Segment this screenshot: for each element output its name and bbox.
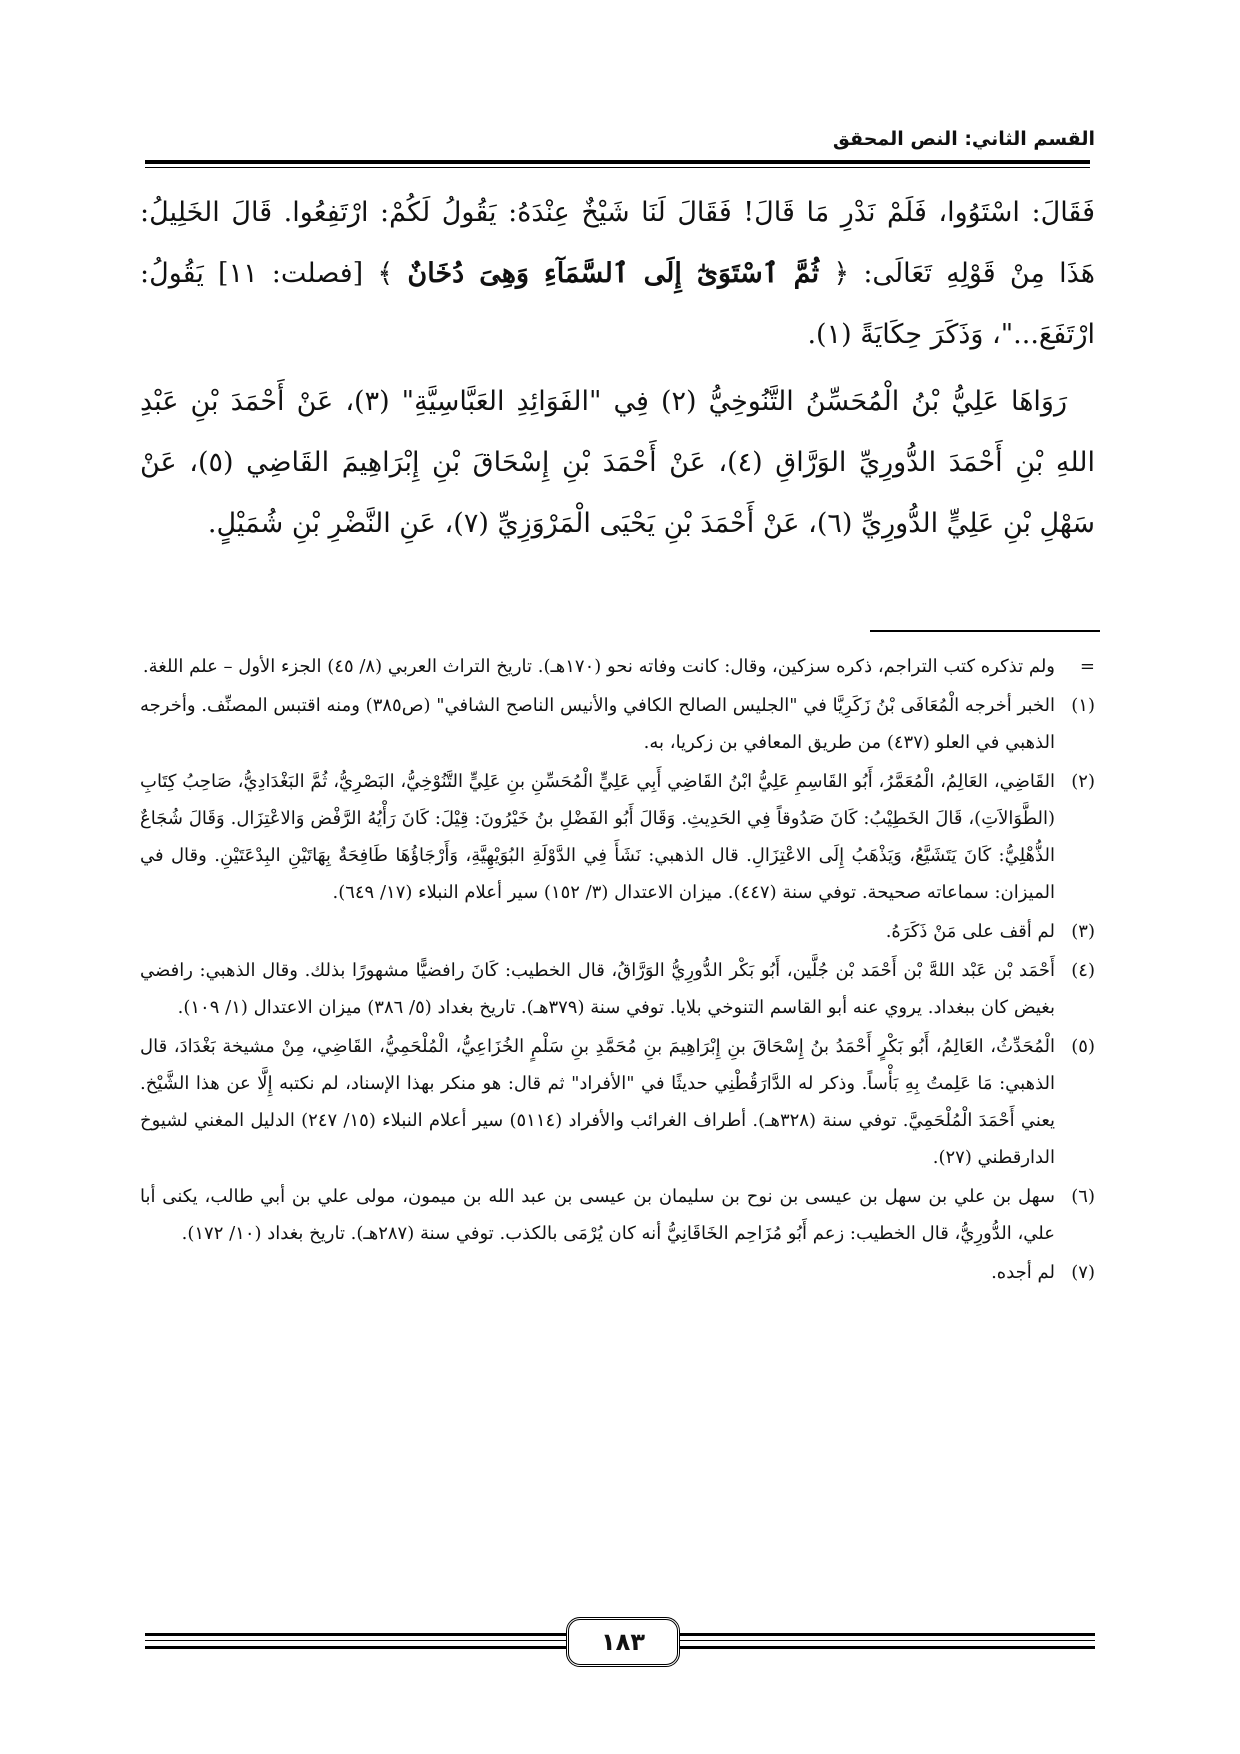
footnote-number: =	[1079, 656, 1095, 677]
paragraph-1	[140, 182, 1095, 365]
footnote-text: لم أجده.	[991, 1262, 1055, 1283]
header-rule-thin	[145, 167, 1090, 168]
footnote	[140, 1254, 1095, 1291]
footnote-text: أَحْمَد بْن عَبْد اللهَّ بْن أَحْمَد بْن جُلَّين، أَبُو بَكْر الدُّورِيُّ الوَرَّاقُ، قال الخطيب: كَانَ رافضيًّا مشهورًا بذلك. وقال الذهبي: رافضي بغيض كان ببغداد. يروي عنه أبو القاسم التنوخي بلايا. توفي سنة (٣٧٩هـ). تاريخ بغداد (٥/ ٣٨٦) ميزان الاعتدال (١/ ١٠٩).	[140, 960, 1055, 1018]
footnote-number: (١)	[1071, 695, 1095, 716]
footnote	[140, 913, 1095, 950]
footnote-text: الْمُحَدِّثُ، العَالِمُ، أَبُو بَكْرٍ أَحْمَدُ بنُ إِسْحَاقَ بنِ إِبْرَاهِيمَ بنِ مُحَمَّدِ بنِ سَلْمٍ الخُزَاعِيُّ، الْمُلْحَمِيُّ، القَاضِي، مِنْ مشيخة بَغْدَادَ، قال الذهبي: مَا عَلِمتُ بِهِ بَأْساً. وذكر له الدَّارَقُطْنِي حديثًا في "الأفراد" ثم قال: هو منكر بهذا الإسناد، لم نكتبه إِلَّا عن هذا الشَّيْخ. يعني أَحْمَدَ الْمُلْحَمِيَّ. توفي سنة (٣٢٨هـ). أطراف الغرائب والأفراد (٥١١٤) سير أعلام النبلاء (١٥/ ٢٤٧) الدليل المغني لشيوخ الدارقطني (٢٧).	[140, 1036, 1056, 1168]
footnote-text: الخبر أخرجه الْمُعَافَى بْنُ زَكَرِيَّا في "الجليس الصالح الكافي والأنيس الناصح الشافي" (ص٣٨٥) ومنه اقتبس المصنِّف. وأخرجه الذهبي في العلو (٤٣٧) من طريق المعافي بن زكريا، به.	[140, 695, 1055, 753]
paragraph-2: رَوَاهَا عَلِيُّ بْنُ الْمُحَسِّنُ التَّنُوخِيُّ (٢) فِي "الفَوَائِدِ العَبَّاسِيَّةِ" (٣)، عَنْ أَحْمَدَ بْنِ عَبْدِ اللهِ بْنِ أَحْمَدَ الدُّورِيِّ الوَرَّاقِ (٤)، عَنْ أَحْمَدَ بْنِ إِسْحَاقَ بْنِ إِبْرَاهِيمَ القَاضِي (٥)، عَنْ سَهْلِ بْنِ عَلِيٍّ الدُّورِيِّ (٦)، عَنْ أَحْمَدَ بْنِ يَحْيَى الْمَرْوَزِيِّ (٧)، عَنِ النَّضْرِ بْنِ شُمَيْلٍ.	[140, 386, 1096, 539]
footnote-number: (٣)	[1071, 921, 1095, 942]
footnote	[140, 952, 1095, 1026]
footnote-number: (٤)	[1071, 960, 1095, 981]
paragraph-1-part-1: فَقَالَ: اسْتَوُوا، فَلَمْ نَدْرِ مَا قَالَ! فَقَالَ لَنَا شَيْخٌ عِنْدَهُ: يَقُولُ لَكُمْ: ارْتَفِعُوا. قَالَ الخَلِيلُ: هَذَا مِنْ قَوْلِهِ تَعَالَى: ﴿	[140, 197, 1096, 289]
footnote	[140, 687, 1095, 761]
footnote-separator	[870, 630, 1100, 632]
footnote-text: ولم تذكره كتب التراجم، ذكره سزكين، وقال: كانت وفاته نحو (١٧٠هـ). تاريخ التراث العربي (٨/ ٤٥) الجزء الأول – علم اللغة.	[142, 656, 1055, 677]
quran-verse: ثُمَّ ٱسْتَوَىٰٓ إِلَى ٱلسَّمَآءِ وَهِىَ دُخَانٌ	[407, 258, 820, 289]
main-text	[140, 182, 1095, 554]
footnotes	[140, 648, 1095, 1293]
footnote	[140, 648, 1095, 685]
footnote-text: لم أقف على مَنْ ذَكَرَهُ.	[885, 921, 1055, 942]
footnote-number: (٢)	[1071, 771, 1095, 792]
header-rule-thick	[145, 160, 1090, 164]
footnote-number: (٥)	[1071, 1036, 1095, 1057]
footnote	[140, 1028, 1095, 1176]
footnote-text: سهل بن علي بن سهل بن عيسى بن نوح بن سليمان بن عيسى بن عبد الله بن ميمون، مولى علي بن أبي طالب، يكنى أبا علي، الدُّورِيُّ، قال الخطيب: زعم أَبُو مُزَاحِم الخَاقَانِيُّ أنه كان يُرْمَى بالكذب. توفي سنة (٢٨٧هـ). تاريخ بغداد (١٠/ ١٧٢).	[140, 1186, 1055, 1244]
footnote-number: (٦)	[1071, 1186, 1095, 1207]
footnote	[140, 763, 1095, 911]
section-title: القسم الثاني: النص المحقق	[832, 128, 1095, 150]
footnote-text: القَاضِي، العَالِمُ، الْمُعَمَّرُ، أَبُو القَاسِمِ عَلِيُّ ابْنُ القَاضِي أَبِي عَلِيٍّ الْمُحَسِّنِ بنِ عَلِيٍّ التَّنُوْخِيُّ، البَصْرِيُّ، ثُمَّ البَغْدَادِيُّ، صَاحِبُ كِتَابِ (الطَّوَالاَتِ)، قَالَ الخَطِيْبُ: كَانَ صَدُوقاً فِي الحَدِيثِ. وَقَالَ أَبُو الفَضْلِ بنُ خَيْرُونَ: قِيْلَ: كَانَ رَأْيُهُ الرَّفْض وَالاعْتِزَال. وَقَالَ شُجَاعٌ الذُّهْلِيُّ: كَانَ يَتَشَيَّعُ، وَيَذْهَبُ إِلَى الاعْتِزَالِ. قال الذهبي: نَشَأَ فِي الدَّوْلَةِ البُوَيْهِيَّةِ، وَأَرْجَاؤُهَا طَافِحَةٌ بِهَاتَيْنِ البِدْعَتَيْنِ. وقال في الميزان: سماعاته صحيحة. توفي سنة (٤٤٧). ميزان الاعتدال (٣/ ١٥٢) سير أعلام النبلاء (١٧/ ٦٤٩).	[140, 771, 1055, 903]
footnote-number: (٧)	[1071, 1262, 1095, 1283]
paragraph-1-part-2: ﴾ [فصلت: ١١] يَقُولُ: ارْتَفَعَ..."، وَذَكَرَ حِكَايَةً (١).	[140, 258, 1095, 350]
footnote	[140, 1178, 1095, 1252]
page-number: ١٨٣	[566, 1617, 680, 1667]
